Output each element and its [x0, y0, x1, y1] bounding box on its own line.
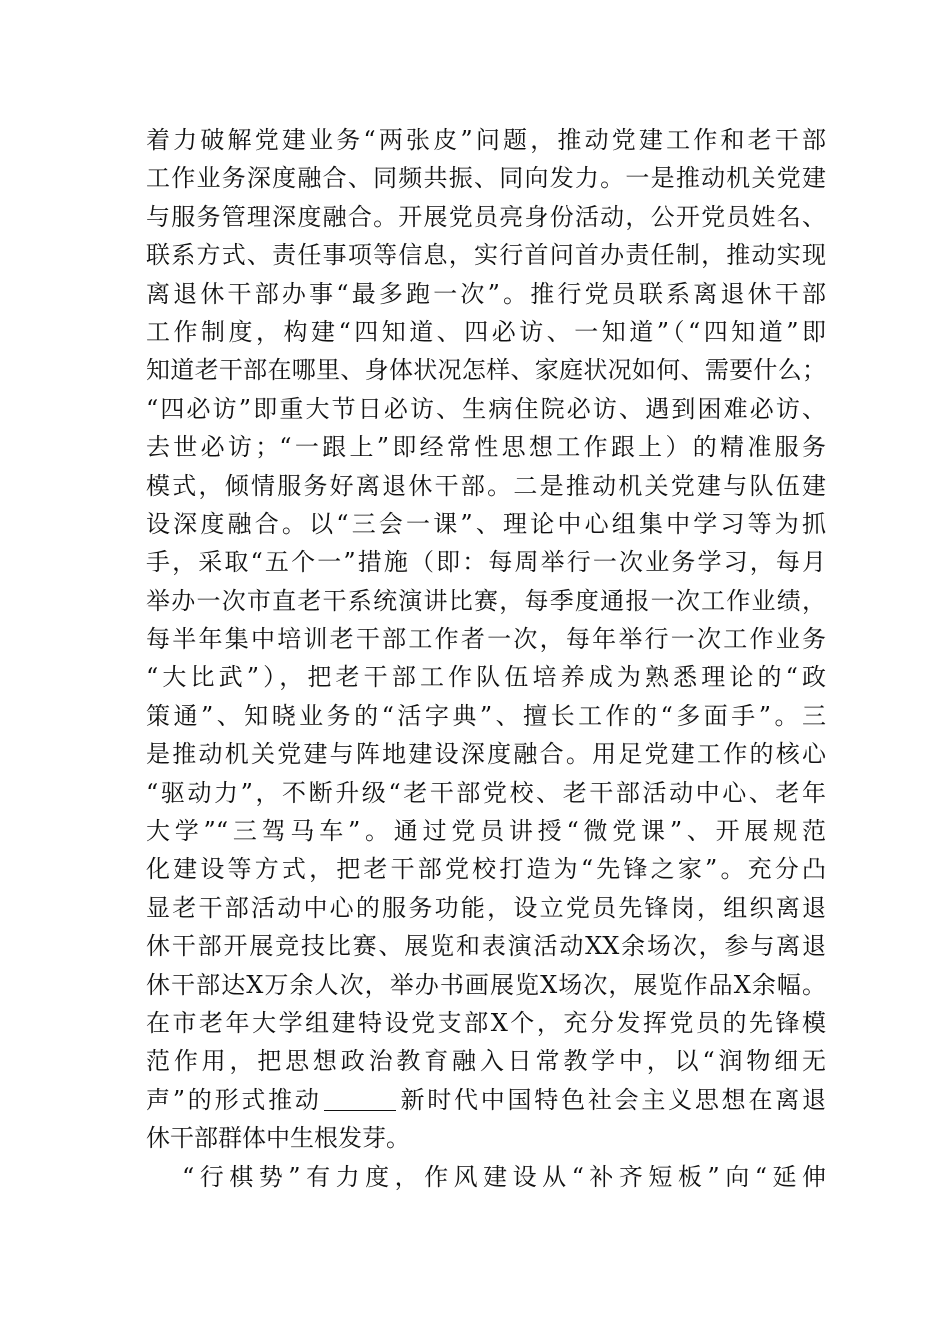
- text-line: 每半年集中培训老干部工作者一次，每年举行一次工作业务: [146, 625, 826, 654]
- body-text: [146, 121, 826, 1196]
- text-line: 工作制度，构建“四知道、四必访、一知道”（“四知道”即: [146, 317, 826, 346]
- text-line: 工作业务深度融合、同频共振、同向发力。一是推动机关党建: [146, 164, 826, 193]
- text-line: 联系方式、责任事项等信息，实行首问首办责任制，推动实现: [146, 241, 826, 270]
- text-line: 显老干部活动中心的服务功能，设立党员先锋岗，组织离退: [146, 893, 826, 922]
- text-line: 知道老干部在哪里、身体状况怎样、家庭状况如何、需要什么；: [146, 356, 826, 385]
- text-line: 大学”“三驾马车”。通过党员讲授“微党课”、开展规范: [146, 817, 826, 846]
- text-line: 模式，倾情服务好离退休干部。二是推动机关党建与队伍建: [146, 471, 826, 500]
- text-line: 是推动机关党建与阵地建设深度融合。用足党建工作的核心: [146, 740, 826, 769]
- text-line: 休干部达X万余人次，举办书画展览X场次，展览作品X余幅。: [146, 970, 826, 999]
- text-line: 范作用，把思想政治教育融入日常教学中，以“润物细无: [146, 1047, 826, 1076]
- text-line: 手，采取“五个一”措施（即：每周举行一次业务学习，每月: [146, 548, 826, 577]
- text-line-with-blank: [146, 1081, 826, 1119]
- text-line: “驱动力”，不断升级“老干部党校、老干部活动中心、老年: [146, 778, 826, 807]
- text-line: 设深度融合。以“三会一课”、理论中心组集中学习等为抓: [146, 509, 826, 538]
- text-line: “四必访”即重大节日必访、生病住院必访、遇到困难必访、: [146, 394, 826, 423]
- text-line: “行棋势”有力度，作风建设从“补齐短板”向“延伸: [182, 1162, 826, 1191]
- text-line: 休干部开展竞技比赛、展览和表演活动XX余场次，参与离退: [146, 932, 826, 961]
- text-line: “大比武”），把老干部工作队伍培养成为熟悉理论的“政: [146, 663, 826, 692]
- text-line: 策通”、知晓业务的“活字典”、擅长工作的“多面手”。三: [146, 701, 826, 730]
- text-line: 与服务管理深度融合。开展党员亮身份活动，公开党员姓名、: [146, 202, 826, 231]
- text-line: 去世必访；“一跟上”即经常性思想工作跟上）的精准服务: [146, 433, 826, 462]
- text-line: 离退休干部办事“最多跑一次”。推行党员联系离退休干部: [146, 279, 826, 308]
- text-line: 化建设等方式，把老干部党校打造为“先锋之家”。充分凸: [146, 855, 826, 884]
- text-line: 着力破解党建业务“两张皮”问题，推动党建工作和老干部: [146, 126, 826, 154]
- text-segment: 新时代中国特色社会主义思想在离退: [397, 1085, 826, 1114]
- text-segment: 声”的形式推动: [146, 1085, 322, 1114]
- paragraph: [146, 1158, 826, 1196]
- text-line: 休干部群体中生根发芽。: [146, 1124, 410, 1153]
- fill-in-blank: [324, 1086, 396, 1111]
- text-line: 在市老年大学组建特设党支部X个，充分发挥党员的先锋模: [146, 1008, 826, 1037]
- paragraph: [146, 121, 826, 1158]
- text-line: 举办一次市直老干系统演讲比赛，每季度通报一次工作业绩，: [146, 586, 826, 615]
